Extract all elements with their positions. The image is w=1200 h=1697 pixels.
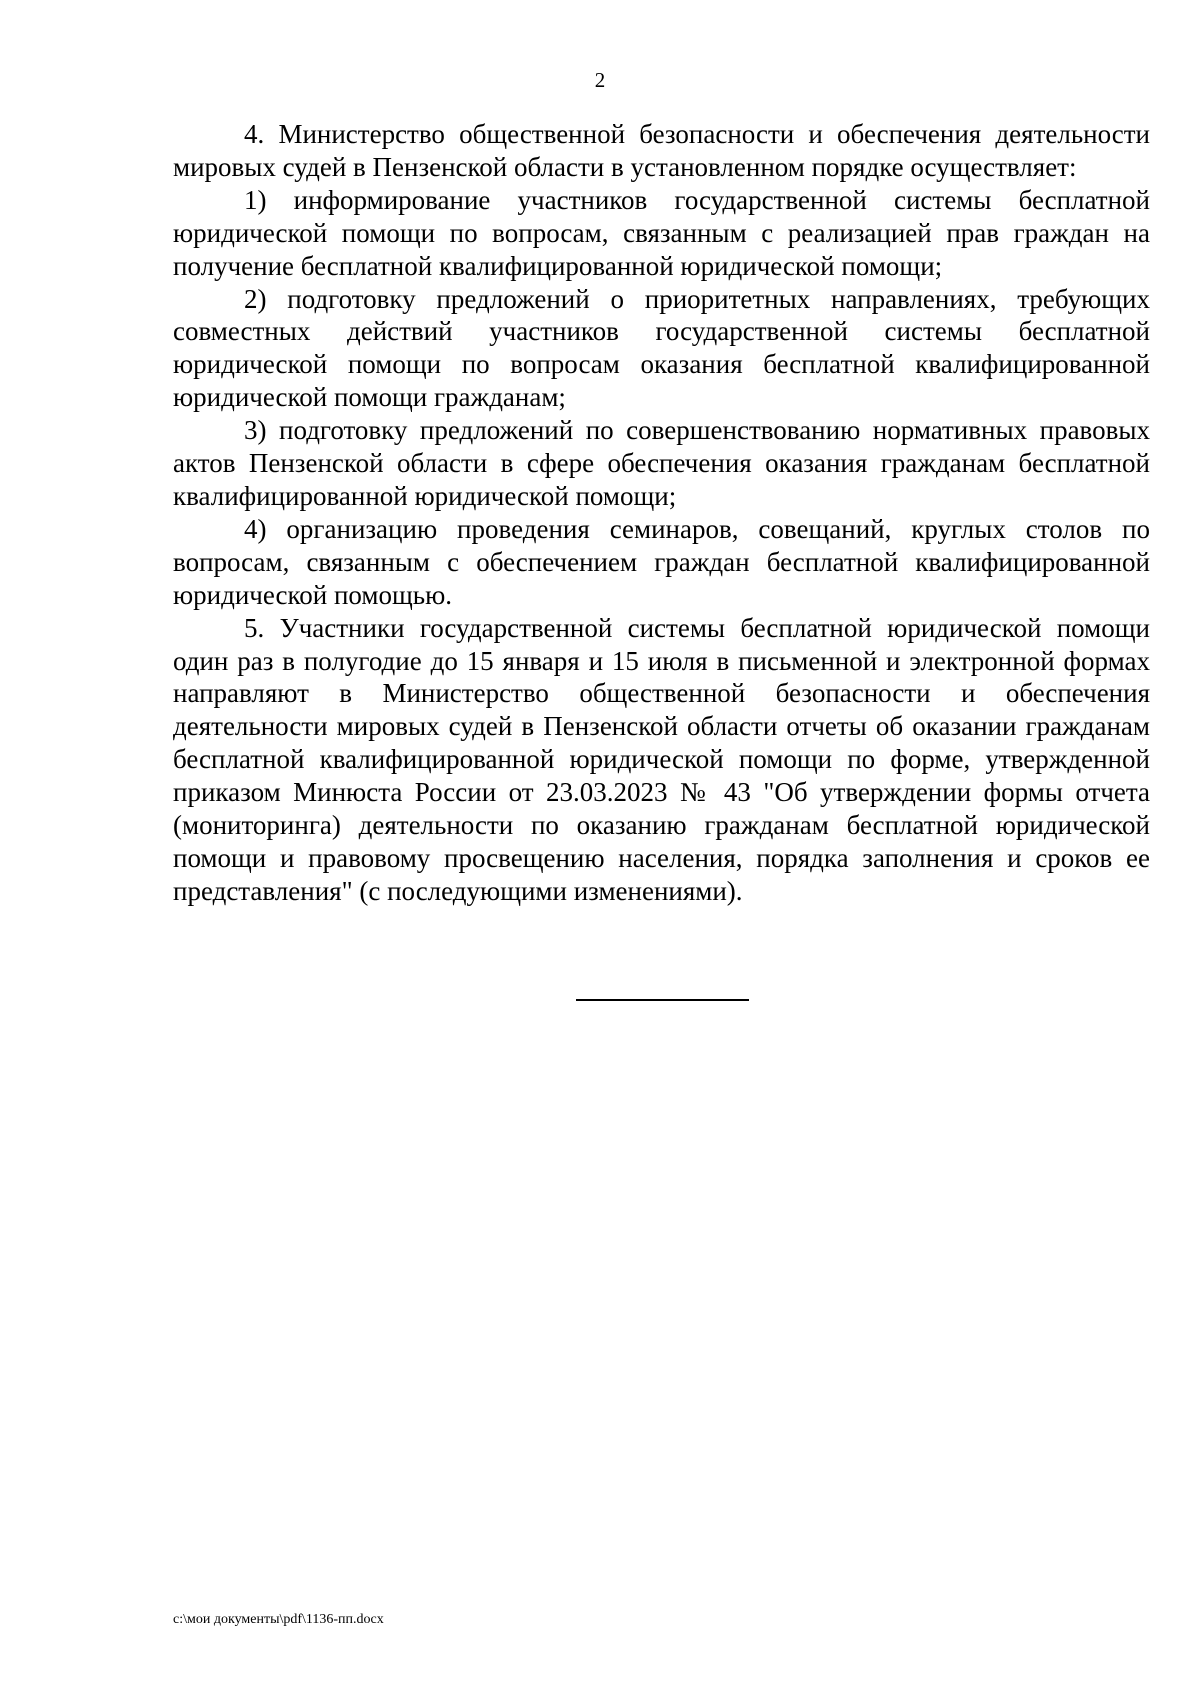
paragraph-item-5: 5. Участники государственной системы бесплатной юридической помощи один раз в полугодие до 15 января и 15 июля в письменной и электронной формах направляют в Министерство общественной безопасности и обеспечения деятельности мировых судей в Пензенской области отчеты об оказании гражданам бесплатной квалифицированной юридической помощи по форме, утвержденной приказом Минюста России от 23.03.2023 № 43 "Об утверждении формы отчета (мониторинга) деятельности по оказанию гражданам бесплатной юридической помощи и правовому просвещению населения, порядка заполнения и сроков ее представления" (с последующими изменениями). (173, 612, 1150, 906)
paragraph-subitem-2: 2) подготовку предложений о приоритетных направлениях, требующих совместных действий участников государственной системы бесплатной юридической помощи по вопросам оказания бесплатной квалифицированной юридической помощи гражданам; (173, 283, 1150, 413)
paragraph-subitem-3: 3) подготовку предложений по совершенствованию нормативных правовых актов Пензенской области в сфере обеспечения оказания гражданам бесплатной квалифицированной юридической помощи; (173, 415, 1150, 511)
end-separator-line (576, 999, 749, 1001)
paragraph-subitem-4: 4) организацию проведения семинаров, совещаний, круглых столов по вопросам, связанным с обеспечением граждан бесплатной квалифицированной юридической помощью. (173, 513, 1150, 610)
paragraph-subitem-1: 1) информирование участников государственной системы бесплатной юридической помощи по вопросам, связанным с реализацией прав граждан на получение бесплатной квалифицированной юридической помощи; (173, 184, 1150, 281)
footer-file-path: c:\мои документы\pdf\1136-пп.docx (173, 1612, 384, 1627)
document-body (173, 118, 1150, 908)
page-number: 2 (594, 68, 606, 92)
paragraph-item-4: 4. Министерство общественной безопасности и обеспечения деятельности мировых судей в Пензенской области в установленном порядке осуществляет: (173, 119, 1150, 182)
